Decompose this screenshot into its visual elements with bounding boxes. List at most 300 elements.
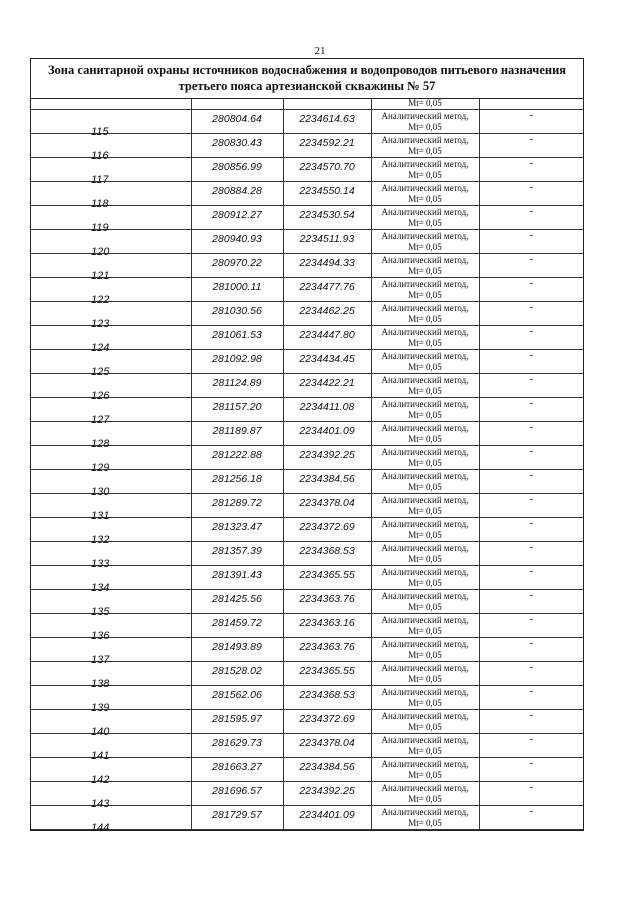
x-coordinate-cell xyxy=(191,446,283,470)
point-number: 118 xyxy=(91,198,109,210)
method-cell xyxy=(371,110,479,134)
table-row xyxy=(31,518,583,542)
method-cell xyxy=(371,518,479,542)
method-name: Аналитический метод, xyxy=(381,255,469,265)
description-cell xyxy=(479,734,583,758)
description-value: - xyxy=(529,422,533,433)
x-coordinate: 280856.99 xyxy=(212,161,262,173)
description-cell xyxy=(479,278,583,302)
point-number-cell xyxy=(31,206,191,234)
x-coordinate-cell xyxy=(191,590,283,614)
point-number: 137 xyxy=(91,654,110,666)
method-precision: Mt= 0,05 xyxy=(408,218,442,228)
point-number: 133 xyxy=(91,558,110,570)
method-cell xyxy=(371,638,479,662)
description-cell xyxy=(479,662,583,686)
method-cell xyxy=(371,374,479,398)
method-precision: Mt= 0,05 xyxy=(408,386,442,396)
point-number-cell xyxy=(31,566,191,594)
y-coordinate: 2234401.09 xyxy=(299,425,355,437)
method-precision: Mt= 0,05 xyxy=(408,266,442,276)
y-coordinate-cell xyxy=(283,134,371,158)
table-row xyxy=(31,302,583,326)
method-precision: Mt= 0,05 xyxy=(408,650,442,660)
method-cell xyxy=(371,350,479,374)
table-row xyxy=(31,470,583,494)
point-number: 122 xyxy=(91,294,110,306)
point-number-cell xyxy=(31,638,191,666)
y-coordinate-cell xyxy=(283,806,371,830)
point-number-cell xyxy=(31,758,191,786)
method-cell xyxy=(371,326,479,350)
y-coordinate-cell xyxy=(283,254,371,278)
description-cell xyxy=(479,302,583,326)
point-number: 144 xyxy=(91,822,110,834)
point-number-cell xyxy=(31,326,191,354)
method-cell xyxy=(371,494,479,518)
x-coordinate-cell xyxy=(191,542,283,566)
table-row xyxy=(31,662,583,686)
y-coordinate: 2234592.21 xyxy=(299,137,355,149)
description-value: - xyxy=(529,518,533,529)
point-number-cell xyxy=(31,542,191,570)
description-cell xyxy=(479,758,583,782)
y-coordinate: 2234614.63 xyxy=(299,113,355,125)
x-coordinate-cell xyxy=(191,758,283,782)
point-number-cell xyxy=(31,278,191,306)
x-coordinate: 281663.27 xyxy=(212,761,262,773)
point-number: 140 xyxy=(91,726,110,738)
x-coordinate: 281323.47 xyxy=(212,521,262,533)
description-cell xyxy=(479,206,583,230)
x-coordinate: 281189.87 xyxy=(212,425,262,437)
description-cell xyxy=(479,710,583,734)
point-number: 141 xyxy=(91,750,110,762)
y-coordinate-cell xyxy=(283,446,371,470)
method-name: Аналитический метод, xyxy=(381,711,469,721)
y-coordinate: 2234378.04 xyxy=(299,497,355,509)
point-number-cell xyxy=(31,806,191,834)
description-cell xyxy=(479,590,583,614)
y-coordinate: 2234570.70 xyxy=(299,161,355,173)
description-cell xyxy=(479,374,583,398)
method-cell xyxy=(371,806,479,830)
table-row xyxy=(31,278,583,302)
method-precision: Mt= 0,05 xyxy=(408,746,442,756)
x-coordinate: 281061.53 xyxy=(212,329,262,341)
point-number: 130 xyxy=(91,486,110,498)
x-coordinate-cell xyxy=(191,806,283,830)
point-number-cell xyxy=(31,254,191,282)
y-coordinate-cell xyxy=(283,230,371,254)
y-coordinate-cell xyxy=(283,542,371,566)
method-precision: Mt= 0,05 xyxy=(408,770,442,780)
description-value: - xyxy=(529,566,533,577)
point-number: 128 xyxy=(91,438,110,450)
point-number: 115 xyxy=(91,126,109,138)
y-coordinate: 2234368.53 xyxy=(299,545,355,557)
method-cell xyxy=(371,710,479,734)
description-value: - xyxy=(529,734,533,745)
table-row xyxy=(31,230,583,254)
method-name: Аналитический метод, xyxy=(381,687,469,697)
x-coordinate-cell xyxy=(191,398,283,422)
table-row xyxy=(31,758,583,782)
x-coordinate-cell xyxy=(191,206,283,230)
description-cell xyxy=(479,350,583,374)
method-cell xyxy=(371,302,479,326)
y-coordinate: 2234368.53 xyxy=(299,689,355,701)
description-value: - xyxy=(529,158,533,169)
description-cell xyxy=(479,518,583,542)
description-cell xyxy=(479,494,583,518)
x-coordinate-cell xyxy=(191,782,283,806)
x-coordinate-cell xyxy=(191,158,283,182)
x-coordinate: 281528.02 xyxy=(212,665,262,677)
method-precision: Mt= 0,05 xyxy=(408,146,442,156)
point-number: 116 xyxy=(91,150,109,162)
method-cell xyxy=(371,758,479,782)
table-row xyxy=(31,566,583,590)
description-value: - xyxy=(529,614,533,625)
y-coordinate-cell xyxy=(283,734,371,758)
x-coordinate-cell xyxy=(191,278,283,302)
method-precision: Mt= 0,05 xyxy=(408,578,442,588)
description-value: - xyxy=(529,182,533,193)
method-precision: Mt= 0,05 xyxy=(408,530,442,540)
coordinates-table xyxy=(31,98,583,834)
point-number-cell xyxy=(31,518,191,546)
method-cell xyxy=(371,254,479,278)
description-value: - xyxy=(529,494,533,505)
method-cell xyxy=(371,422,479,446)
x-coordinate: 281729.57 xyxy=(212,809,262,821)
description-value: - xyxy=(529,542,533,553)
method-cell xyxy=(371,99,479,110)
point-number: 139 xyxy=(91,702,110,714)
method-precision: Mt= 0,05 xyxy=(408,410,442,420)
point-number-cell xyxy=(31,590,191,618)
table-row xyxy=(31,542,583,566)
point-number: 134 xyxy=(91,582,110,594)
method-cell xyxy=(371,614,479,638)
table-row xyxy=(31,614,583,638)
x-coordinate-cell xyxy=(191,710,283,734)
table-row xyxy=(31,494,583,518)
y-coordinate-cell xyxy=(283,590,371,614)
method-cell xyxy=(371,686,479,710)
x-coordinate-cell xyxy=(191,638,283,662)
method-name: Аналитический метод, xyxy=(381,327,469,337)
table-row xyxy=(31,422,583,446)
point-number-cell xyxy=(31,302,191,330)
method-cell xyxy=(371,782,479,806)
point-number: 129 xyxy=(91,462,110,474)
y-coordinate-cell xyxy=(283,782,371,806)
description-value: - xyxy=(529,254,533,265)
point-number-cell xyxy=(31,99,191,110)
x-coordinate-cell xyxy=(191,182,283,206)
table-row xyxy=(31,446,583,470)
table-row xyxy=(31,374,583,398)
y-coordinate: 2234477.76 xyxy=(299,281,355,293)
table-row xyxy=(31,206,583,230)
method-precision: Mt= 0,05 xyxy=(408,362,442,372)
page-number: 21 xyxy=(314,45,326,57)
description-value: - xyxy=(529,782,533,793)
x-coordinate-cell xyxy=(191,254,283,278)
x-coordinate: 281222.88 xyxy=(212,449,262,461)
y-coordinate-cell xyxy=(283,182,371,206)
point-number: 121 xyxy=(91,270,110,282)
x-coordinate: 281425.56 xyxy=(212,593,262,605)
point-number-cell xyxy=(31,350,191,378)
x-coordinate: 281562.06 xyxy=(212,689,262,701)
method-cell xyxy=(371,158,479,182)
method-precision: Mt= 0,05 xyxy=(408,818,442,828)
method-name: Аналитический метод, xyxy=(381,231,469,241)
y-coordinate-cell xyxy=(283,518,371,542)
y-coordinate: 2234530.54 xyxy=(299,209,355,221)
y-coordinate: 2234434.45 xyxy=(299,353,355,365)
point-number-cell xyxy=(31,686,191,714)
description-cell xyxy=(479,566,583,590)
y-coordinate-cell xyxy=(283,158,371,182)
method-precision: Mt= 0,05 xyxy=(408,482,442,492)
method-name: Аналитический метод, xyxy=(381,375,469,385)
method-cell xyxy=(371,542,479,566)
table-row xyxy=(31,734,583,758)
method-precision: Mt= 0,05 xyxy=(408,674,442,684)
point-number: 123 xyxy=(91,318,110,330)
method-precision: Mt= 0,05 xyxy=(408,170,442,180)
description-value: - xyxy=(529,686,533,697)
x-coordinate-cell xyxy=(191,422,283,446)
method-name: Аналитический метод, xyxy=(381,735,469,745)
x-coordinate: 281459.72 xyxy=(212,617,262,629)
method-precision: Mt= 0,05 xyxy=(408,698,442,708)
table-row xyxy=(31,110,583,134)
point-number-cell xyxy=(31,374,191,402)
x-coordinate: 280940.93 xyxy=(212,233,262,245)
description-cell xyxy=(479,110,583,134)
description-cell xyxy=(479,686,583,710)
method-precision: Mt= 0,05 xyxy=(408,242,442,252)
y-coordinate-cell xyxy=(283,206,371,230)
table-row xyxy=(31,254,583,278)
x-coordinate: 280884.28 xyxy=(212,185,262,197)
description-value: - xyxy=(529,374,533,385)
x-coordinate: 281391.43 xyxy=(212,569,262,581)
description-value: - xyxy=(529,398,533,409)
description-value: - xyxy=(529,446,533,457)
method-precision: Mt= 0,05 xyxy=(408,338,442,348)
y-coordinate-cell xyxy=(283,470,371,494)
y-coordinate: 2234384.56 xyxy=(299,473,355,485)
table-row xyxy=(31,686,583,710)
method-precision: Mt= 0,05 xyxy=(408,122,442,132)
method-precision: Mt= 0,05 xyxy=(408,794,442,804)
y-coordinate: 2234372.69 xyxy=(299,521,355,533)
method-name: Аналитический метод, xyxy=(381,183,469,193)
y-coordinate-cell xyxy=(283,110,371,134)
method-name: Аналитический метод, xyxy=(381,159,469,169)
x-coordinate: 281629.73 xyxy=(212,737,262,749)
y-coordinate: 2234422.21 xyxy=(299,377,355,389)
y-coordinate: 2234378.04 xyxy=(299,737,355,749)
y-coordinate: 2234511.93 xyxy=(299,233,355,245)
x-coordinate: 281696.57 xyxy=(212,785,262,797)
table-row xyxy=(31,638,583,662)
x-coordinate: 281030.56 xyxy=(212,305,262,317)
x-coordinate-cell xyxy=(191,302,283,326)
table-row xyxy=(31,806,583,830)
description-value: - xyxy=(529,206,533,217)
point-number-cell xyxy=(31,446,191,474)
method-name: Аналитический метод, xyxy=(381,279,469,289)
method-name: Аналитический метод, xyxy=(381,447,469,457)
y-coordinate: 2234363.76 xyxy=(299,641,355,653)
y-coordinate: 2234550.14 xyxy=(299,185,355,197)
point-number-cell xyxy=(31,230,191,258)
x-coordinate-cell xyxy=(191,99,283,110)
description-value: - xyxy=(529,662,533,673)
method-cell xyxy=(371,470,479,494)
y-coordinate-cell xyxy=(283,326,371,350)
x-coordinate-cell xyxy=(191,734,283,758)
x-coordinate-cell xyxy=(191,110,283,134)
x-coordinate: 281157.20 xyxy=(212,401,262,413)
x-coordinate-cell xyxy=(191,566,283,590)
description-cell xyxy=(479,446,583,470)
y-coordinate: 2234363.76 xyxy=(299,593,355,605)
point-number: 131 xyxy=(91,510,110,522)
x-coordinate-cell xyxy=(191,614,283,638)
description-cell xyxy=(479,182,583,206)
description-value: - xyxy=(529,278,533,289)
description-value: - xyxy=(529,470,533,481)
y-coordinate-cell xyxy=(283,566,371,590)
method-cell xyxy=(371,566,479,590)
method-cell xyxy=(371,398,479,422)
y-coordinate: 2234365.55 xyxy=(299,569,355,581)
y-coordinate: 2234365.55 xyxy=(299,665,355,677)
method-name: Аналитический метод, xyxy=(381,471,469,481)
y-coordinate: 2234392.25 xyxy=(299,785,355,797)
y-coordinate: 2234372.69 xyxy=(299,713,355,725)
description-value: - xyxy=(529,230,533,241)
method-name: Аналитический метод, xyxy=(381,543,469,553)
y-coordinate-cell xyxy=(283,758,371,782)
method-name: Аналитический метод, xyxy=(381,111,469,121)
point-number: 142 xyxy=(91,774,110,786)
description-cell xyxy=(479,806,583,830)
y-coordinate: 2234363.16 xyxy=(299,617,355,629)
x-coordinate: 281357.39 xyxy=(212,545,262,557)
x-coordinate-cell xyxy=(191,350,283,374)
point-number-cell xyxy=(31,710,191,738)
method-cell xyxy=(371,278,479,302)
description-value: - xyxy=(529,758,533,769)
description-cell xyxy=(479,422,583,446)
description-value: - xyxy=(529,134,533,145)
point-number-cell xyxy=(31,158,191,186)
x-coordinate: 281124.89 xyxy=(212,377,262,389)
point-number: 136 xyxy=(91,630,110,642)
point-number-cell xyxy=(31,134,191,162)
description-cell xyxy=(479,782,583,806)
y-coordinate-cell xyxy=(283,638,371,662)
point-number-cell xyxy=(31,734,191,762)
point-number-cell xyxy=(31,110,191,138)
y-coordinate-cell xyxy=(283,278,371,302)
method-name: Аналитический метод, xyxy=(381,135,469,145)
description-value: - xyxy=(529,710,533,721)
point-number: 138 xyxy=(91,678,110,690)
x-coordinate: 281256.18 xyxy=(212,473,262,485)
method-cell xyxy=(371,230,479,254)
method-cell xyxy=(371,134,479,158)
description-cell xyxy=(479,230,583,254)
y-coordinate-cell xyxy=(283,374,371,398)
method-name: Аналитический метод, xyxy=(381,759,469,769)
y-coordinate: 2234392.25 xyxy=(299,449,355,461)
method-cell xyxy=(371,590,479,614)
table-row xyxy=(31,350,583,374)
x-coordinate-cell xyxy=(191,326,283,350)
description-cell xyxy=(479,470,583,494)
y-coordinate: 2234401.09 xyxy=(299,809,355,821)
x-coordinate: 281289.72 xyxy=(212,497,262,509)
x-coordinate: 280912.27 xyxy=(212,209,262,221)
method-precision: Mt= 0,05 xyxy=(408,722,442,732)
x-coordinate-cell xyxy=(191,470,283,494)
point-number-cell xyxy=(31,494,191,522)
point-number-cell xyxy=(31,782,191,810)
description-value: - xyxy=(529,110,533,121)
point-number-cell xyxy=(31,662,191,690)
y-coordinate-cell xyxy=(283,99,371,110)
method-precision: Mt= 0,05 xyxy=(408,434,442,444)
point-number-cell xyxy=(31,422,191,450)
table-row xyxy=(31,710,583,734)
point-number-cell xyxy=(31,614,191,642)
x-coordinate: 281595.97 xyxy=(212,713,262,725)
point-number: 120 xyxy=(91,246,110,258)
method-precision: Mt= 0,05 xyxy=(408,458,442,468)
point-number: 132 xyxy=(91,534,110,546)
x-coordinate: 281000.11 xyxy=(212,281,262,293)
description-value: - xyxy=(529,806,533,817)
description-value: - xyxy=(529,302,533,313)
x-coordinate-cell xyxy=(191,230,283,254)
description-value: - xyxy=(529,638,533,649)
y-coordinate-cell xyxy=(283,398,371,422)
method-name: Аналитический метод, xyxy=(381,591,469,601)
x-coordinate-cell xyxy=(191,134,283,158)
description-cell xyxy=(479,398,583,422)
method-name: Аналитический метод, xyxy=(381,399,469,409)
point-number: 126 xyxy=(91,390,110,402)
table-row xyxy=(31,782,583,806)
method-precision: Mt= 0,05 xyxy=(408,194,442,204)
table-row xyxy=(31,326,583,350)
x-coordinate: 281493.89 xyxy=(212,641,262,653)
method-cell xyxy=(371,206,479,230)
method-precision: Mt= 0,05 xyxy=(408,602,442,612)
x-coordinate-cell xyxy=(191,686,283,710)
method-name: Аналитический метод, xyxy=(381,639,469,649)
